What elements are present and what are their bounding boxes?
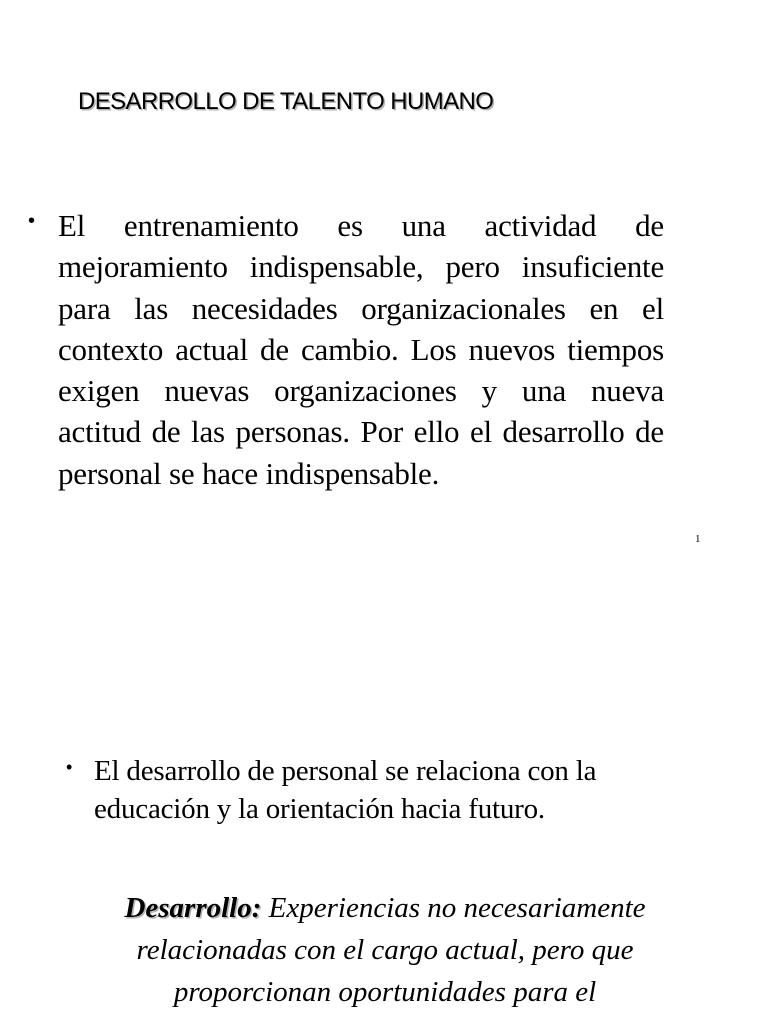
definition-term: Desarrollo:: [124, 892, 262, 924]
bullet-icon: •: [28, 210, 36, 232]
page-number: 1: [695, 533, 701, 545]
slide-title: DESARROLLO DE TALENTO HUMANO: [78, 88, 494, 115]
bullet-item: [66, 752, 716, 828]
bullet-icon: •: [66, 757, 73, 777]
bullet-text: El entrenamiento es una actividad de mejoramiento indispensable, pero insuficiente para las necesidades organizacionales en el contexto actual de cambio. Los nuevos tiempos exigen nuevas organizaciones y una nueva actitud de las personas. Por ello el desarrollo de personal se hace indispensable.: [58, 208, 664, 491]
slide-2: [0, 560, 768, 1024]
bullet-text: El desarrollo de personal se relaciona con la educación y la orientación hacia futuro.: [94, 755, 597, 825]
definition-paragraph: [70, 887, 700, 1013]
definition-text: Experiencias no necesariamente relacionadas con el cargo actual, pero que proporcionan oportunidades para el: [136, 892, 646, 1008]
bullet-item: [28, 205, 664, 494]
